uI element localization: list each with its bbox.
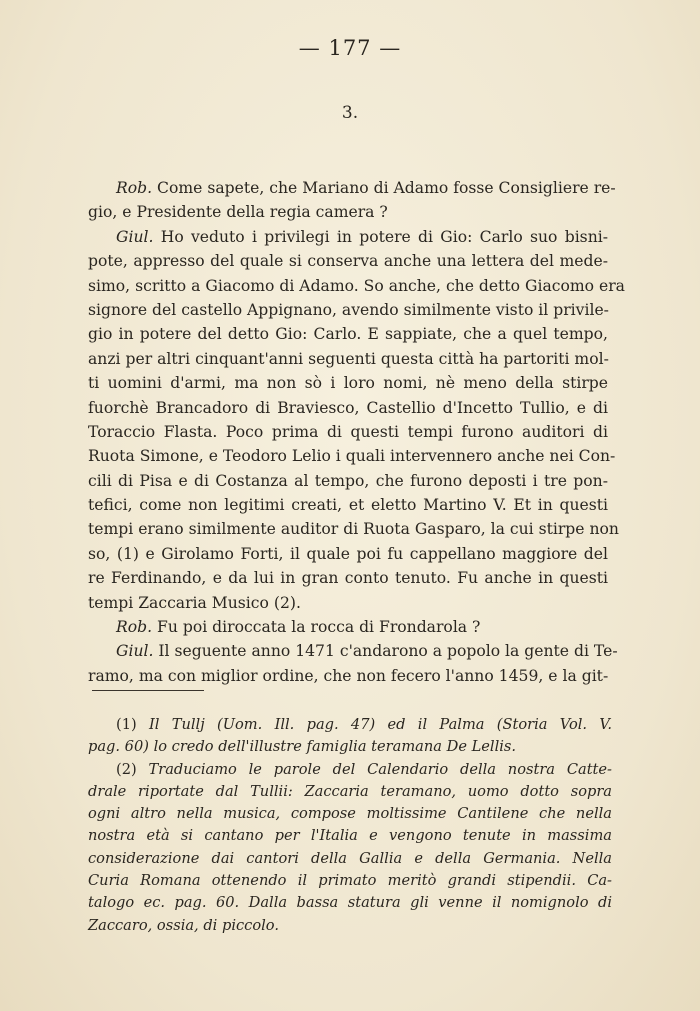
line-text: ramo, ma con miglior ordine, che non fecero l'anno 1459, e la git- (88, 666, 609, 685)
line-text: Il seguente anno 1471 c'andarono a popolo la gente di Te- (153, 642, 618, 661)
footnote-text: drale riportate dal Tullii: Zaccaria teramano, uomo dotto sopra (88, 782, 612, 800)
footnote-line (88, 915, 612, 937)
footnote-line (88, 714, 612, 736)
footnote-text: Il Tullj (Uom. Ill. pag. 47) ed il Palma (Storia Vol. V. (136, 716, 612, 733)
dialogue-body (88, 176, 625, 688)
line-text: re Ferdinando, e da lui in gran conto tenuto. Fu anche in questi (88, 569, 608, 588)
text-line (88, 615, 608, 639)
line-text: Fu poi diroccata la rocca di Frondarola ? (152, 618, 481, 637)
footnote-text: Traduciamo le parole del Calendario della nostra Catte- (136, 760, 612, 778)
text-line (88, 371, 608, 395)
speaker-label: Giul. (116, 227, 154, 246)
footnote-number: (2) (116, 760, 137, 778)
text-line (88, 249, 608, 273)
text-line (88, 517, 619, 541)
text-line (88, 493, 608, 517)
text-line (88, 274, 625, 298)
footnote-text: nostra età si cantano per l'Italia e vengono tenute in massima (88, 827, 612, 845)
footnote-text: Curia Romana ottenendo il primato meritò grandi stipendii. Ca- (88, 872, 612, 890)
text-line (88, 566, 608, 590)
line-text: tempi Zaccaria Musico (2). (88, 593, 301, 612)
line-text: pote, appresso del quale si conserva anche una lettera del mede- (88, 252, 608, 271)
text-line (88, 469, 608, 493)
text-line (88, 200, 608, 224)
footnote-text: pag. 60) lo credo dell'illustre famiglia teramana De Lellis. (88, 738, 517, 756)
footnote-text: talogo ec. pag. 60. Dalla bassa statura gli venne il nomignolo di (88, 894, 612, 912)
line-text: fuorchè Brancadoro di Braviesco, Castellio d'Incetto Tullio, e di (88, 398, 608, 417)
text-line (88, 322, 608, 346)
line-text: ti uomini d'armi, ma non sò i loro nomi, nè meno della stirpe (88, 374, 608, 393)
text-line (88, 542, 608, 566)
text-line (88, 639, 618, 663)
line-text: Toraccio Flasta. Poco prima di questi tempi furono auditori di (88, 422, 608, 441)
line-text: Come sapete, che Mariano di Adamo fosse Consigliere re- (152, 179, 616, 197)
line-text: so, (1) e Girolamo Forti, il quale poi fu cappellano maggiore del (88, 544, 608, 563)
text-line (88, 444, 616, 468)
line-text: gio, e Presidente della regia camera ? (88, 203, 388, 222)
footnote-line (88, 781, 612, 803)
footnote-line (88, 736, 612, 758)
line-text: simo, scritto a Giacomo di Adamo. So anche, che detto Giacomo era (88, 276, 625, 295)
footnotes (88, 714, 612, 937)
footnote-line (88, 825, 612, 847)
line-text: signore del castello Appignano, avendo similmente visto il privile- (88, 300, 609, 319)
line-text: tefici, come non legitimi creati, et eletto Martino V. Et in questi (88, 496, 608, 515)
text-line (88, 347, 608, 371)
speaker-label: Rob. (116, 179, 153, 197)
line-text: tempi erano similmente auditor di Ruota Gasparo, la cui stirpe non (88, 520, 619, 539)
speaker-label: Rob. (116, 618, 153, 637)
footnote-text: Zaccaro, ossia, di piccolo. (88, 916, 279, 934)
footnote-line (88, 803, 612, 825)
page-number-header: — 177 — (298, 36, 402, 60)
footnote-line (88, 892, 612, 914)
line-text: gio in potere del detto Gio: Carlo. E sappiate, che a quel tempo, (88, 325, 608, 344)
footnote-separator (92, 690, 204, 691)
footnote-line (88, 870, 612, 892)
line-text: Ho veduto i privilegi in potere di Gio: Carlo suo bisni- (153, 227, 608, 246)
footnote-text: considerazione dai cantori della Gallia e della Germania. Nella (88, 849, 612, 867)
footnote-line (88, 848, 612, 870)
text-line (88, 591, 608, 615)
text-line (88, 298, 608, 322)
footnote-line (88, 759, 612, 781)
footnote-text: ogni altro nella musica, compose moltissime Cantilene che nella (88, 805, 612, 823)
line-text: cili di Pisa e di Costanza al tempo, che furono deposti i tre pon- (88, 471, 608, 490)
line-text: Ruota Simone, e Teodoro Lelio i quali intervennero anche nei Con- (88, 447, 616, 466)
line-text: anzi per altri cinquant'anni seguenti questa città ha partoriti mol- (88, 349, 609, 368)
footnote-number: (1) (116, 716, 137, 733)
text-line (88, 396, 608, 420)
section-number: 3. (341, 103, 359, 123)
speaker-label: Giul. (116, 642, 154, 661)
text-line (88, 420, 608, 444)
text-line (88, 664, 608, 688)
text-line (88, 225, 608, 249)
text-line (88, 176, 616, 200)
